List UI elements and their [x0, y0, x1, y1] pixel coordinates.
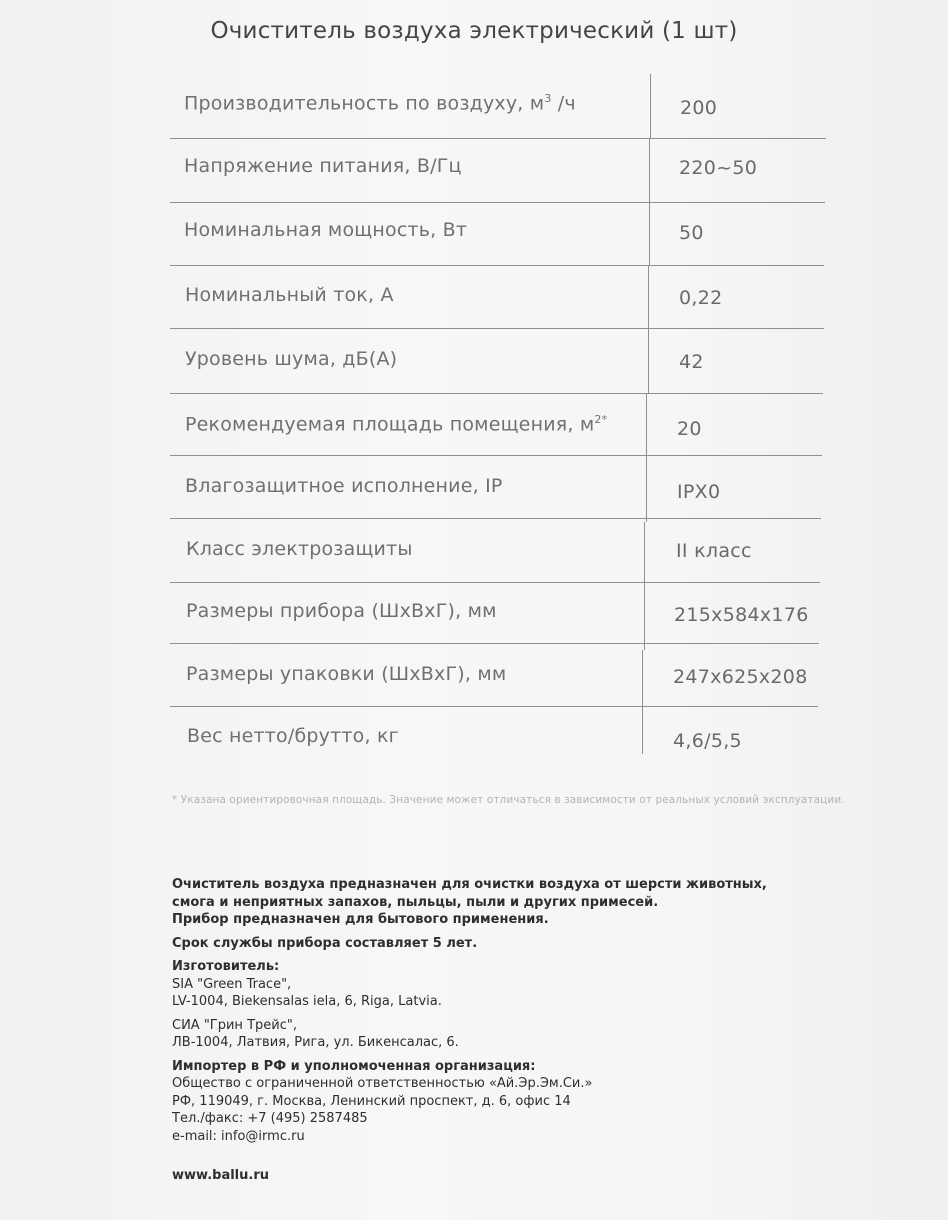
spec-value: IPX0: [677, 481, 721, 503]
manufacturer-address-latin: LV-1004, Biekensalas iela, 6, Riga, Latvia.: [172, 994, 442, 1009]
description-line: Очиститель воздуха предназначен для очистки воздуха от шерсти животных,: [172, 877, 767, 892]
spec-value: 20: [677, 418, 702, 440]
importer-email: e-mail: info@irmc.ru: [172, 1128, 305, 1144]
importer-heading: Импортер в РФ и уполномоченная организация:: [172, 1058, 536, 1074]
spec-value: 0,22: [679, 287, 723, 309]
importer-phone: Тел./факс: +7 (495) 2587485: [172, 1111, 368, 1126]
spec-value: II класс: [676, 540, 752, 562]
importer-name: Общество с ограниченной ответственностью «Ай.Эр.Эм.Си.»: [172, 1076, 593, 1091]
spec-value: 247x625x208: [673, 666, 808, 688]
page-title: Очиститель воздуха электрический (1 шт): [210, 18, 738, 44]
spec-value: 50: [679, 222, 704, 244]
spec-label: Номинальная мощность, Вт: [184, 219, 468, 241]
spec-label: Производительность по воздуху, $м^3$ /ч: [184, 92, 576, 115]
spec-label: Размеры упаковки (ШхВхГ), мм: [186, 663, 507, 685]
spec-value: 220~50: [679, 157, 758, 179]
row-divider: [170, 518, 821, 519]
column-divider: [648, 266, 649, 394]
spec-label: Номинальный ток, А: [185, 284, 394, 306]
footnote: * Указана ориентировочная площадь. Значение может отличаться в зависимости от реальных условий эксплуатации.: [172, 794, 845, 806]
service-life: Срок службы прибора составляет 5 лет.: [172, 935, 478, 951]
spec-value: 200: [680, 97, 718, 119]
column-divider: [646, 394, 647, 522]
spec-value: 4,6/5,5: [673, 730, 742, 752]
row-divider: [170, 643, 819, 644]
description-line: смога и неприятных запахов, пыльцы, пыли и других примесей.: [172, 894, 659, 910]
manufacturer-heading: Изготовитель:: [172, 959, 280, 974]
spec-value: 42: [679, 351, 704, 373]
row-divider: [170, 328, 824, 329]
column-divider: [644, 522, 645, 650]
spec-label: Уровень шума, дБ(А): [185, 348, 398, 370]
row-divider: [170, 138, 826, 139]
spec-label: Рекомендуемая площадь помещения, $м^{2*}$: [185, 413, 608, 436]
manufacturer-name-latin: SIA "Green Trace",: [172, 976, 292, 992]
row-divider: [170, 202, 825, 203]
manufacturer-address-cyrillic: ЛВ-1004, Латвия, Рига, ул. Бикенсалас, 6.: [172, 1035, 459, 1050]
website: www.ballu.ru: [172, 1168, 269, 1183]
spec-label: Вес нетто/брутто, кг: [187, 725, 399, 747]
spec-value: 215x584x176: [674, 604, 809, 626]
column-divider: [650, 74, 651, 138]
row-divider: [170, 393, 823, 394]
spec-label: Класс электрозащиты: [186, 538, 413, 560]
row-divider: [170, 265, 824, 266]
row-divider: [170, 706, 818, 707]
column-divider: [642, 650, 643, 754]
row-divider: [170, 455, 822, 456]
spec-label: Напряжение питания, В/Гц: [184, 155, 462, 177]
description-line: Прибор предназначен для бытового применения.: [172, 912, 549, 927]
product-info: [172, 876, 892, 1185]
spec-label: Влагозащитное исполнение, IP: [185, 475, 503, 497]
spec-label: Размеры прибора (ШхВхГ), мм: [186, 600, 497, 622]
row-divider: [170, 582, 820, 583]
manufacturer-name-cyrillic: СИА "Грин Трейс",: [172, 1017, 297, 1033]
importer-address: РФ, 119049, г. Москва, Ленинский проспект, д. 6, офис 14: [172, 1093, 571, 1109]
